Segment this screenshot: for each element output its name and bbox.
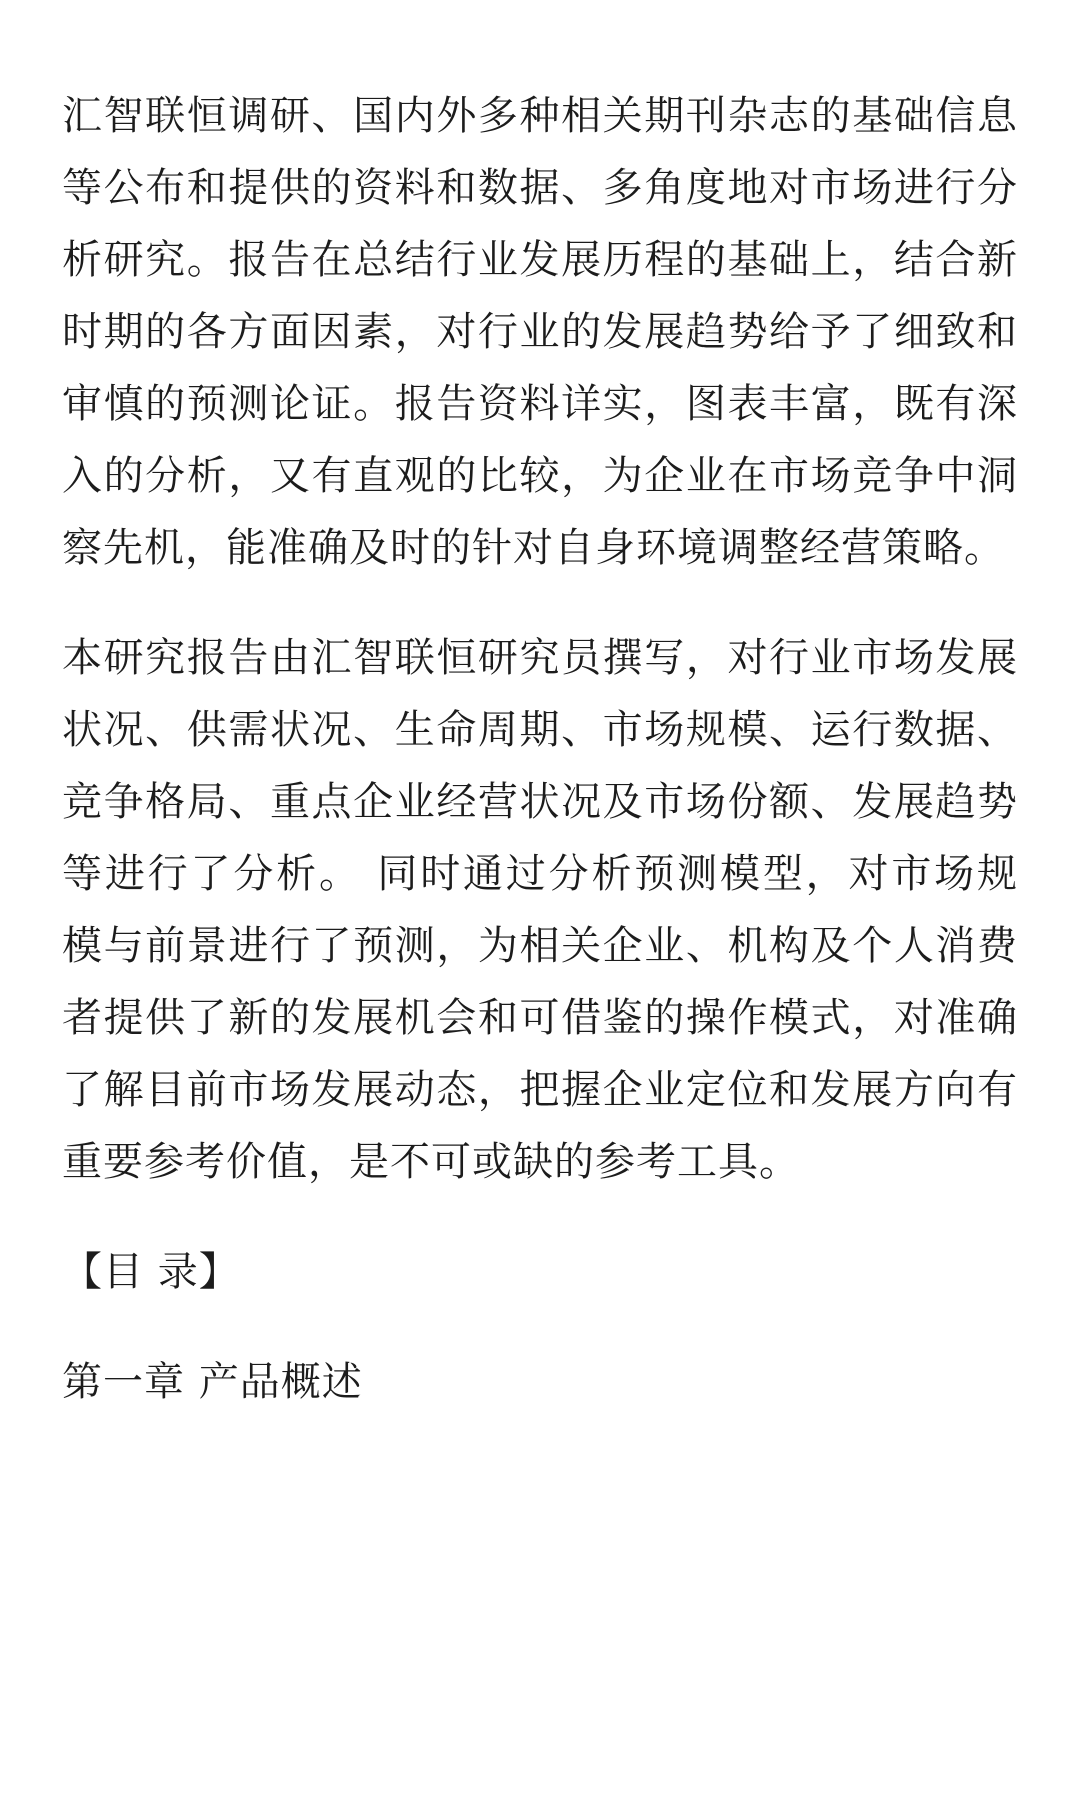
intro-paragraph: 汇智联恒调研、国内外多种相关期刊杂志的基础信息等公布和提供的资料和数据、多角度地对市场进行分析研究。报告在总结行业发展历程的基础上，结合新时期的各方面因素，对行业的发展趋势给予了细致和审慎的预测论证。报告资料详实，图表丰富，既有深入的分析，又有直观的比较，为企业在市场竞争中洞察先机，能准确及时的针对自身环境调整经营策略。 [62,93,1018,571]
table-of-contents-heading: 【目 录】 [62,1249,240,1295]
report-description-paragraph: 本研究报告由汇智联恒研究员撰写，对行业市场发展状况、供需状况、生命周期、市场规模、运行数据、竞争格局、重点企业经营状况及市场份额、发展趋势等进行了分析。 同时通过分析预测模型，对市场规模与前景进行了预测，为相关企业、机构及个人消费者提供了新的发展机会和可借鉴的操作模式，对准确了解目前市场发展动态，把握企业定位和发展方向有重要参考价值，是不可或缺的参考工具。 [62,635,1018,1185]
chapter-1-title: 第一章 产品概述 [62,1359,363,1405]
